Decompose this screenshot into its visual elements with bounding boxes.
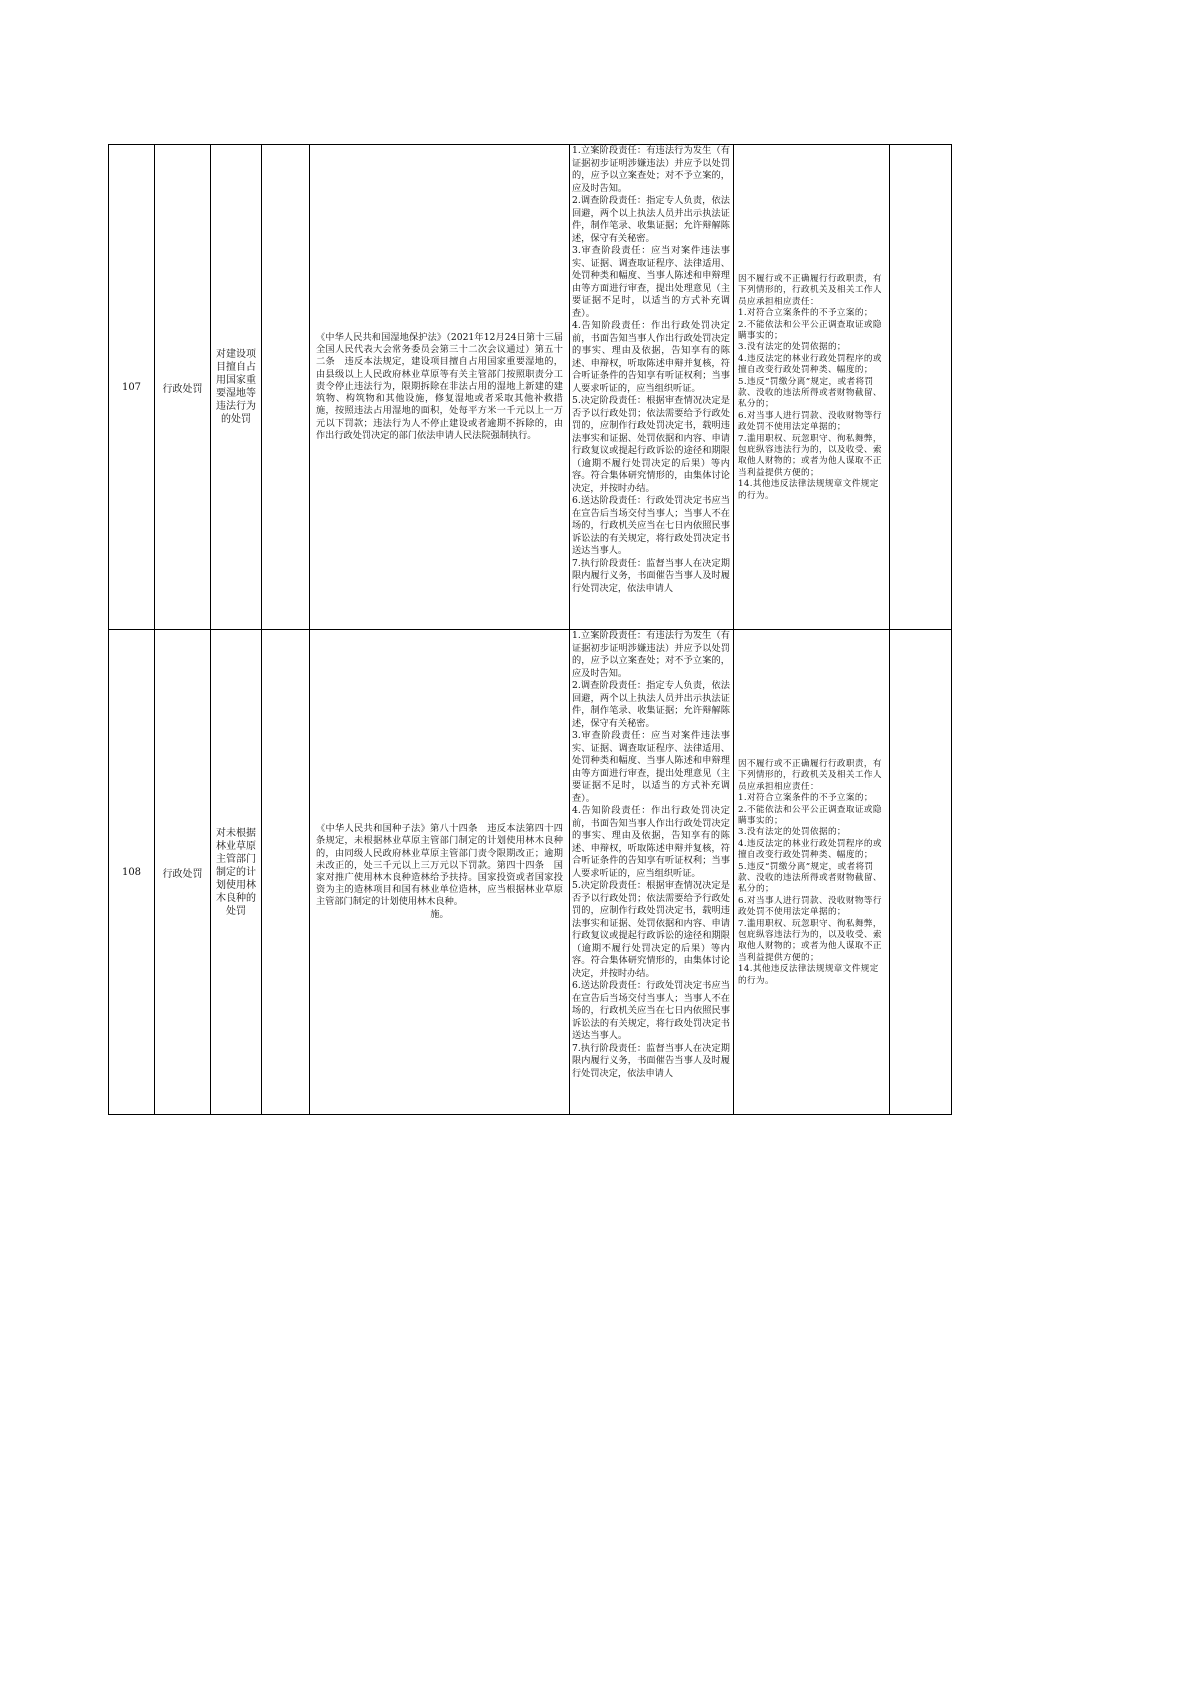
responsibility-item: 5.决定阶段责任：根据审查情况决定是否予以行政处罚；依法需要给予行政处罚的，应制作行政处罚决定书，载明违法事实和证据、处罚依据和内容、申请行政复议或提起行政诉讼的途径和期限（逾期不履行处罚决定的后果）等内容。符合集体研究情形的，由集体讨论决定，并按时办结。 — [572, 395, 730, 494]
accountability-item: 14.其他违反法律法规规章文件规定的行为。 — [738, 964, 879, 986]
accountability-item: 6.对当事人进行罚款、没收财物等行政处罚不使用法定单据的； — [738, 410, 882, 433]
power-type: 行政处罚 — [155, 145, 211, 630]
empty-cell — [262, 145, 310, 630]
remarks-cell — [890, 145, 952, 630]
accountability-item: 3.没有法定的处罚依据的； — [738, 342, 846, 353]
responsibility-item: 6.送达阶段责任：行政处罚决定书应当在宣告后当场交付当事人；当事人不在场的，行政机关应当在七日内依照民事诉讼法的有关规定，将行政处罚决定书送达当事人。 — [572, 495, 730, 556]
legal-basis-text: 《中华人民共和国湿地保护法》（2021年12月24日第十三届全国人民代表大会常务委员会第三十二次会议通过）第五十二条 违反本法规定，建设项目擅自占用国家重要湿地的，由县级以上人民政府林业草原等有关主管部门按照职责分工责令停止违法行为，限期拆除在非法占用的湿地上新建的建筑物、构筑物和其他设施，修复湿地或者采取其他补救措施，按照违法占用湿地的面积，处每平方米一千元以上一万元以下罚款；违法行为人不停止建设或者逾期不拆除的，由作出行政处罚决定的部门依法申请人民法院强制执行。 — [316, 332, 563, 441]
responsibility-item: 1.立案阶段责任：有违法行为发生（有证据初步证明涉嫌违法）并应予以处罚的，应予以立案查处；对不予立案的，应及时告知。 — [572, 145, 730, 194]
accountability-item: 14.其他违反法律法规规章文件规定的行为。 — [738, 479, 879, 501]
item-name-text: 对未根据林业草原主管部门制定的计划使用林木良种的处罚 — [216, 827, 256, 917]
accountability-list — [734, 272, 889, 502]
accountability-item: 7.滥用职权、玩忽职守、徇私舞弊，包庇纵容违法行为的，以及收受、索取他人财物的；或者为他人谋取不正当利益提供方便的； — [738, 918, 882, 963]
accountability-item: 2.不能依法和公平公正调查取证或隐瞒事实的； — [738, 319, 882, 341]
legal-basis-body: 《中华人民共和国种子法》第八十四条 违反本法第四十四条规定，未根据林业草原主管部门制定的计划使用林木良种的，由同级人民政府林业草原主管部门责令限期改正；逾期未改正的，处三千元以上三万元以下罚款。第四十四条 国家对推广使用林木良种造林给予扶持。国家投资或者国家投资为主的造林项目和国有林业单位造林，应当根据林业草原主管部门制定的计划使用林木良种。 — [316, 823, 563, 908]
accountability-item: 因不履行或不正确履行行政职责，有下列情形的，行政机关及相关工作人员应承担相应责任： — [738, 758, 882, 792]
row-number: 107 — [109, 145, 155, 630]
legal-basis — [310, 630, 570, 1115]
power-type: 行政处罚 — [155, 630, 211, 1115]
responsibility-list — [570, 145, 733, 629]
accountability-item: 5.违反“罚缴分离”规定，或者将罚款、没收的违法所得或者财物截留、私分的； — [738, 861, 882, 895]
item-name — [211, 145, 262, 630]
responsibility-list — [570, 630, 733, 1114]
responsibility-item: 5.决定阶段责任：根据审查情况决定是否予以行政处罚；依法需要给予行政处罚的，应制作行政处罚决定书，载明违法事实和证据、处罚依据和内容、申请行政复议或提起行政诉讼的途径和期限（逾期不履行处罚决定的后果）等内容。符合集体研究情形的，由集体讨论决定，并按时办结。 — [572, 880, 730, 979]
accountability-item: 7.滥用职权、玩忽职守、徇私舞弊，包庇纵容违法行为的，以及收受、索取他人财物的；或者为他人谋取不正当利益提供方便的； — [738, 433, 882, 478]
accountability-item: 1.对符合立案条件的不予立案的； — [738, 308, 873, 319]
responsibility-item: 2.调查阶段责任：指定专人负责，依法回避，两个以上执法人员并出示执法证件，制作笔录、收集证据；允许辩解陈述，保守有关秘密。 — [572, 680, 730, 729]
accountability-cell — [734, 630, 890, 1115]
legal-basis-tail: 施。 — [430, 908, 449, 920]
accountability-list — [734, 757, 889, 987]
responsibility-item: 7.执行阶段责任：监督当事人在决定期限内履行义务，书面催告当事人及时履行处罚决定，依法申请人 — [572, 557, 730, 594]
accountability-item: 5.违反“罚缴分离”规定，或者将罚款、没收的违法所得或者财物截留、私分的； — [738, 376, 882, 410]
responsibility-item: 4.告知阶段责任：作出行政处罚决定前，书面告知当事人作出行政处罚决定的事实、理由及依据，告知享有的陈述、申辩权，听取陈述申辩并复核，符合听证条件的告知享有听证权利；当事人要求听证的，应当组织听证。 — [572, 320, 730, 394]
accountability-item: 2.不能依法和公平公正调查取证或隐瞒事实的； — [738, 804, 882, 826]
table-row-108 — [109, 630, 952, 1115]
legal-basis-text — [310, 823, 569, 921]
responsibility-item: 3.审查阶段责任：应当对案件违法事实、证据、调查取证程序、法律适用、处罚种类和幅度、当事人陈述和申辩理由等方面进行审查，提出处理意见（主要证据不足时，以适当的方式补充调查）。 — [572, 245, 730, 319]
responsibility-item: 7.执行阶段责任：监督当事人在决定期限内履行义务，书面催告当事人及时履行处罚决定，依法申请人 — [572, 1042, 730, 1079]
accountability-item: 4.违反法定的林业行政处罚程序的或擅自改变行政处罚种类、幅度的； — [738, 838, 882, 861]
responsibility-item: 2.调查阶段责任：指定专人负责，依法回避，两个以上执法人员并出示执法证件，制作笔录、收集证据；允许辩解陈述，保守有关秘密。 — [572, 195, 730, 244]
accountability-cell — [734, 145, 890, 630]
responsibility-cell — [570, 145, 734, 630]
responsibility-item: 1.立案阶段责任：有违法行为发生（有证据初步证明涉嫌违法）并应予以处罚的，应予以立案查处；对不予立案的，应及时告知。 — [572, 630, 730, 679]
accountability-item: 1.对符合立案条件的不予立案的； — [738, 793, 873, 804]
accountability-item: 6.对当事人进行罚款、没收财物等行政处罚不使用法定单据的； — [738, 895, 882, 918]
power-list-table — [108, 144, 952, 1115]
row-number: 108 — [109, 630, 155, 1115]
accountability-item: 因不履行或不正确履行行政职责，有下列情形的，行政机关及相关工作人员应承担相应责任： — [738, 273, 882, 307]
item-name — [211, 630, 262, 1115]
remarks-cell — [890, 630, 952, 1115]
table-row-107 — [109, 145, 952, 630]
accountability-item: 4.违反法定的林业行政处罚程序的或擅自改变行政处罚种类、幅度的； — [738, 353, 882, 376]
responsibility-item: 3.审查阶段责任：应当对案件违法事实、证据、调查取证程序、法律适用、处罚种类和幅度、当事人陈述和申辩理由等方面进行审查，提出处理意见（主要证据不足时，以适当的方式补充调查）。 — [572, 730, 730, 804]
item-name-text: 对建设项目擅自占用国家重要湿地等违法行为的处罚 — [216, 349, 256, 425]
empty-cell — [262, 630, 310, 1115]
responsibility-item: 6.送达阶段责任：行政处罚决定书应当在宣告后当场交付当事人；当事人不在场的，行政机关应当在七日内依照民事诉讼法的有关规定，将行政处罚决定书送达当事人。 — [572, 980, 730, 1041]
accountability-item: 3.没有法定的处罚依据的； — [738, 827, 846, 838]
legal-basis — [310, 145, 570, 630]
responsibility-cell — [570, 630, 734, 1115]
responsibility-item: 4.告知阶段责任：作出行政处罚决定前，书面告知当事人作出行政处罚决定的事实、理由及依据，告知享有的陈述、申辩权，听取陈述申辩并复核，符合听证条件的告知享有听证权利；当事人要求听证的，应当组织听证。 — [572, 805, 730, 879]
